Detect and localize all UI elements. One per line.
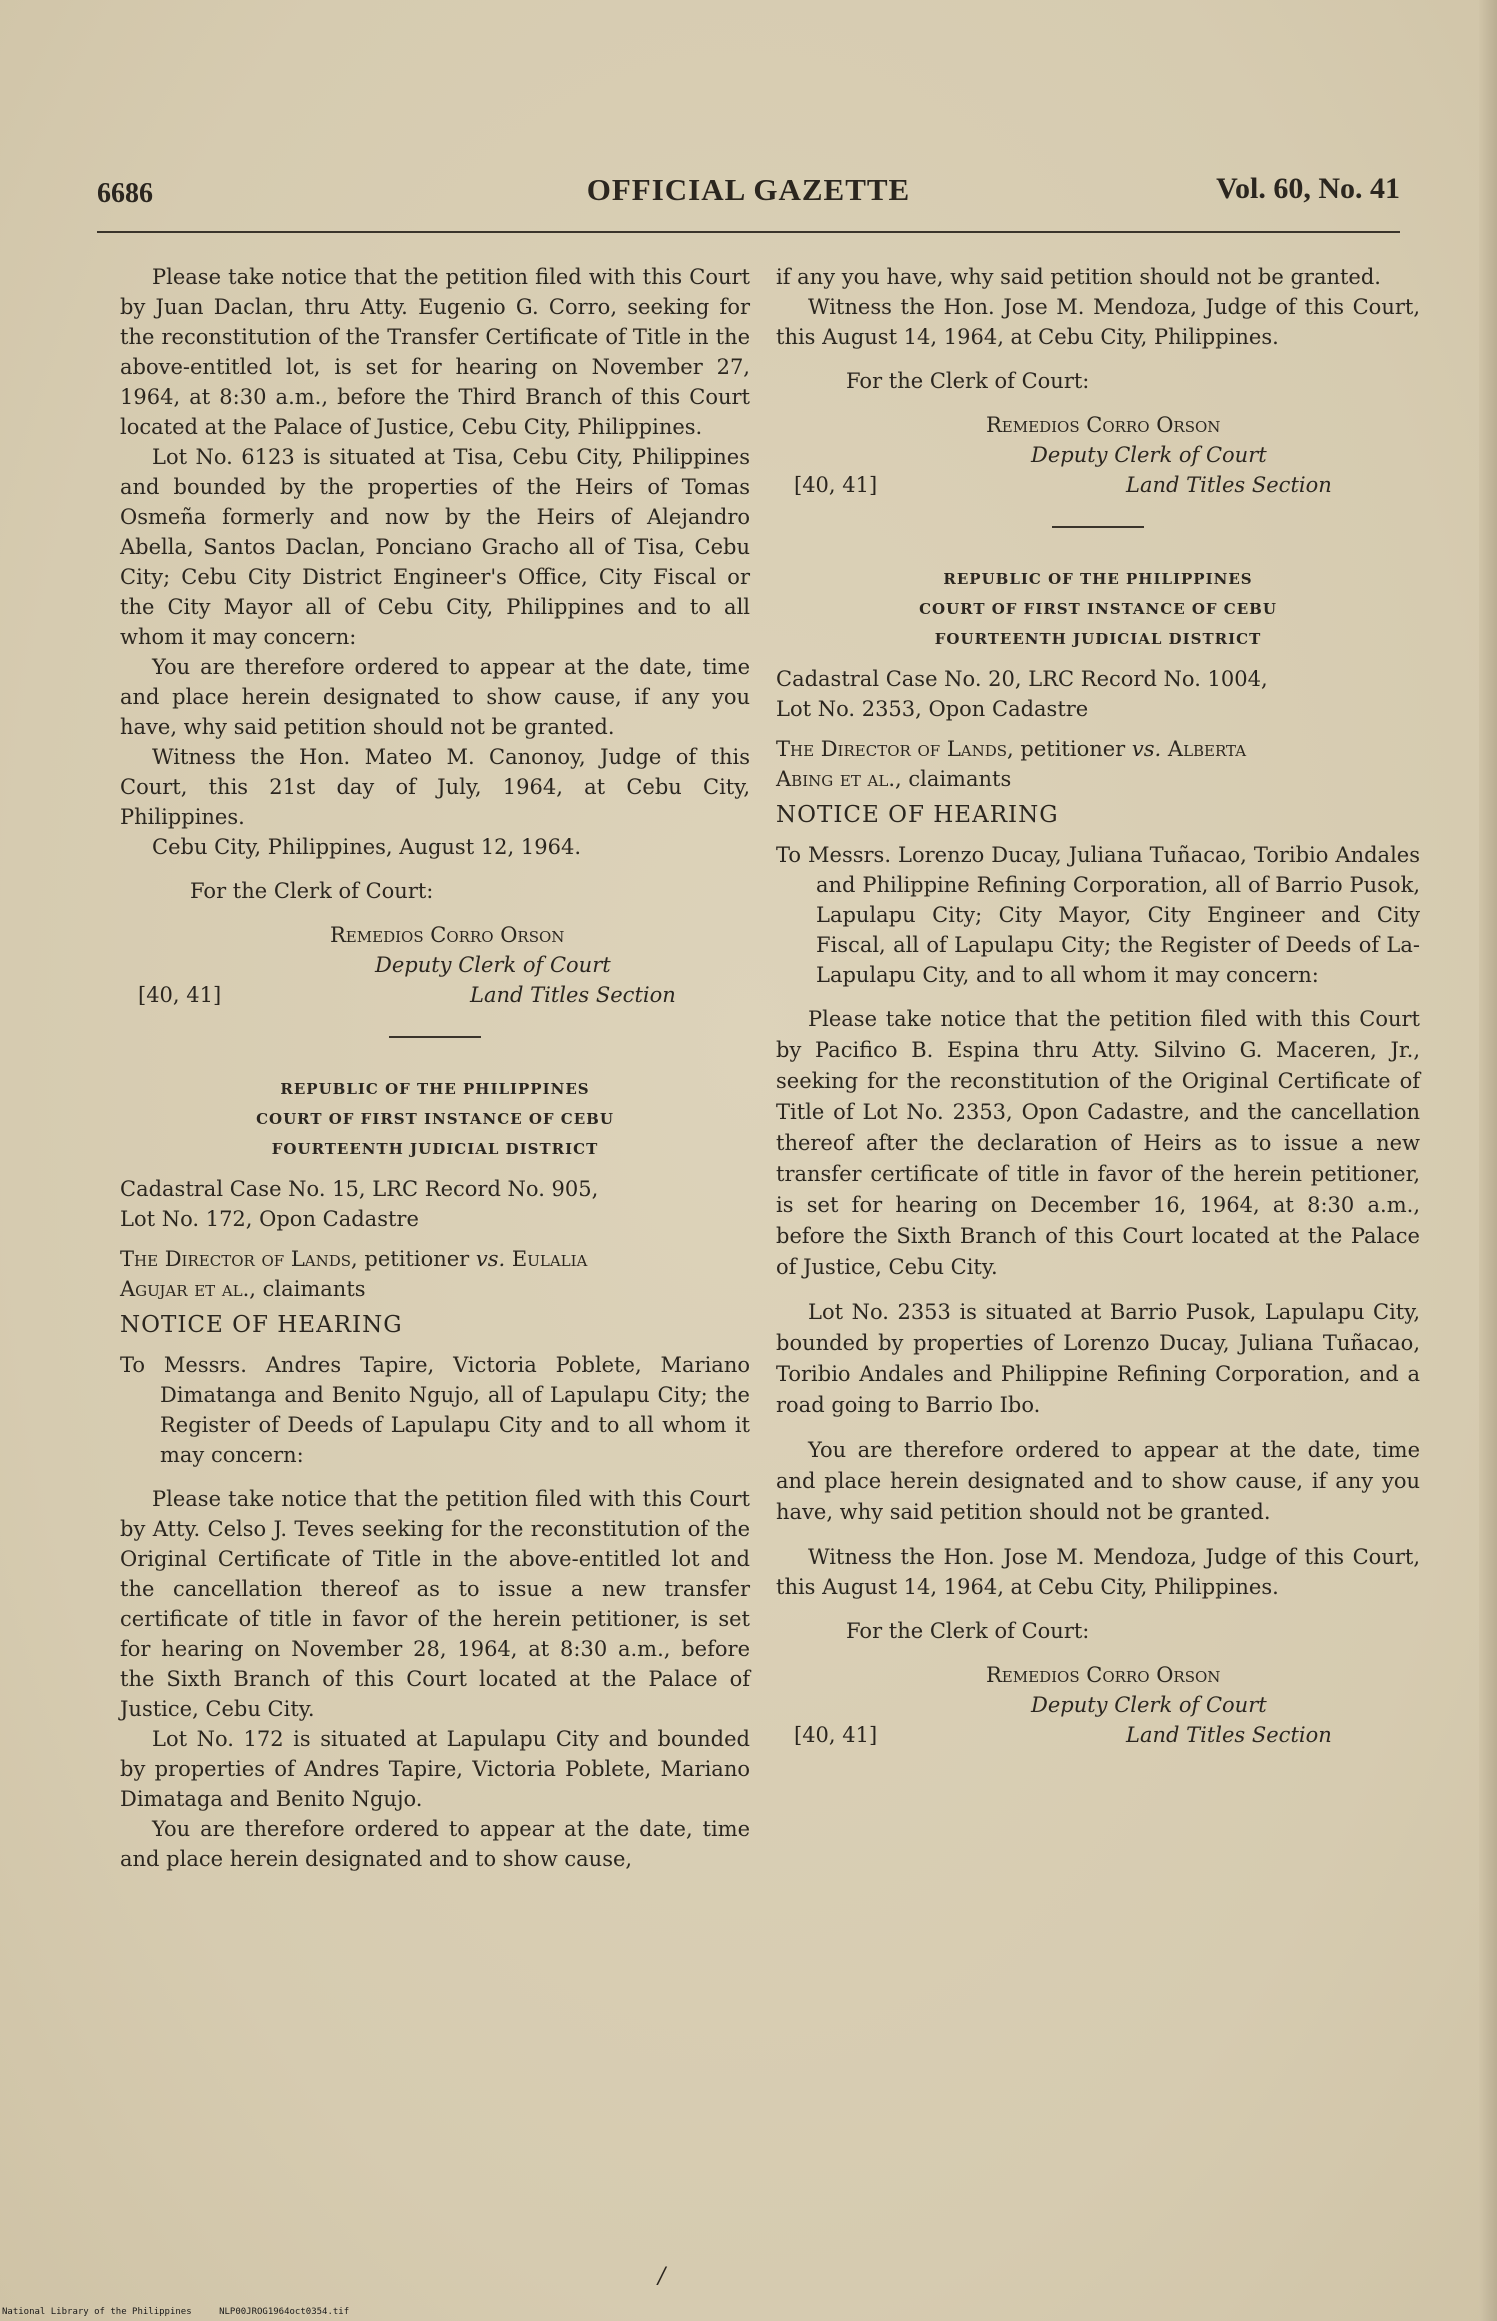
clerk-line: For the Clerk of Court: — [846, 369, 1090, 393]
court-heading-line: REPUBLIC OF THE PHILIPPINES — [280, 1080, 590, 1098]
signatory-role: Deputy Clerk of Court — [375, 953, 611, 977]
page-header — [97, 172, 1400, 222]
paragraph: Lot No. 2353 is situated at Barrio Pusok, Lapulapu City, bounded by properties of Lorenzo Ducay, Juliana Tuñacao, Toribio Andales and Philippine Refining Corporation, and a road going to Barrio Ibo. — [776, 1300, 1420, 1417]
scan-footer — [2, 2307, 371, 2317]
case-number — [776, 664, 1420, 724]
bottom-mark: / — [658, 2264, 666, 2289]
case-line: Lot No. 172, Opon Cadastre — [120, 1207, 419, 1231]
header-rule — [97, 231, 1400, 233]
left-column — [120, 262, 750, 1874]
section-divider — [389, 1036, 481, 1038]
volume-number: Vol. 60, No. 41 — [1216, 172, 1400, 205]
party-respondent: Abing et al., — [776, 767, 902, 791]
paragraph: You are therefore ordered to appear at the date, time and place herein designated and to show cause, — [120, 1817, 750, 1871]
court-heading-line: REPUBLIC OF THE PHILIPPINES — [943, 570, 1253, 588]
court-heading-line: FOURTEENTH JUDICIAL DISTRICT — [271, 1140, 599, 1158]
page-number: 6686 — [97, 178, 153, 209]
addressees: To Messrs. Andres Tapire, Victoria Poblete, Mariano Dimatanga and Benito Ngujo, all of Lapulapu City; the Register of Deeds of Lapulapu City and to all whom it may concern: — [120, 1353, 750, 1467]
paragraph: You are therefore ordered to appear at the date, time and place herein designated to show cause, if any you have, why said petition should not be granted. — [120, 655, 750, 739]
versus: vs. — [1131, 737, 1162, 761]
signatory-name: Remedios Corro Orson — [330, 923, 565, 947]
paragraph: Please take notice that the petition filed with this Court by Juan Daclan, thru Atty. Eugenio G. Corro, seeking for the reconstitution of the Transfer Certificate of Title in the above-entitled lot, is set for hearing on November 27, 1964, at 8:30 a.m., before the Third Branch of this Court located at the Palace of Justice, Cebu City, Philippines. — [120, 265, 750, 439]
case-parties — [120, 1244, 750, 1304]
party-role: petitioner — [1013, 737, 1132, 761]
paragraph: if any you have, why said petition should not be granted. — [776, 265, 1381, 289]
party-role: claimants — [255, 1277, 366, 1301]
case-parties — [776, 734, 1420, 794]
party-respondent: Alberta — [1161, 737, 1247, 761]
party-petitioner: The Director of Lands, — [776, 737, 1014, 761]
case-number — [120, 1174, 750, 1234]
party-role: claimants — [901, 767, 1012, 791]
file-name: NLP00JROG1964oct0354.tif — [219, 2307, 350, 2317]
paragraph: Cebu City, Philippines, August 12, 1964. — [152, 835, 582, 859]
signature-block — [776, 1660, 1420, 1750]
paragraph: Please take notice that the petition filed with this Court by Pacifico B. Espina thru Atty. Silvino G. Maceren, Jr., seeking for the reconstitution of the Original Certificate of Title of Lot No. 2353, Opon Cadastre, and the cancellation thereof after the declaration of Heirs as to issue a new transfer certificate of title in favor of the herein petitioner, is set for hearing on December 16, 1964, at 8:30 a.m., before the Sixth Branch of this Court located at the Palace of Justice, Cebu City. — [776, 1007, 1420, 1279]
case-line: Cadastral Case No. 20, LRC Record No. 1004, — [776, 667, 1268, 691]
court-heading-line: COURT OF FIRST INSTANCE OF CEBU — [919, 600, 1277, 618]
court-heading-line: FOURTEENTH JUDICIAL DISTRICT — [934, 630, 1262, 648]
court-heading — [776, 564, 1420, 654]
clerk-line: For the Clerk of Court: — [190, 879, 434, 903]
paragraph: Lot No. 6123 is situated at Tisa, Cebu City, Philippines and bounded by the properties of the Heirs of Tomas Osmeña formerly and now by the Heirs of Alejandro Abella, Santos Daclan, Ponciano Gracho all of Tisa, Cebu City; Cebu City District Engineer's Office, City Fiscal or the City Mayor all of Cebu City, Philippines and to all whom it may concern: — [120, 445, 750, 649]
paragraph: Please take notice that the petition filed with this Court by Atty. Celso J. Teves seeking for the reconstitution of the Original Certificate of Title in the above-entitled lot and the cancellation thereof as to issue a new transfer certificate of title in favor of the herein petitioner, is set for hearing on November 28, 1964, at 8:30 a.m., before the Sixth Branch of this Court located at the Palace of Justice, Cebu City. — [120, 1487, 750, 1721]
issue-reference: [40, 41] — [138, 983, 222, 1007]
paragraph: Lot No. 172 is situated at Lapulapu City and bounded by properties of Andres Tapire, Victoria Poblete, Mariano Dimataga and Benito Ngujo. — [120, 1727, 750, 1811]
signature-block — [120, 920, 750, 1010]
paragraph: Witness the Hon. Jose M. Mendoza, Judge of this Court, this August 14, 1964, at Cebu City, Philippines. — [776, 1545, 1420, 1599]
signature-block — [776, 410, 1420, 500]
party-petitioner: The Director of Lands, — [120, 1247, 358, 1271]
signatory-name: Remedios Corro Orson — [986, 1663, 1221, 1687]
addressees: To Messrs. Lorenzo Ducay, Juliana Tuñacao, Toribio Andales and Philippine Refining Corporation, all of Barrio Pusok, Lapulapu City; City Mayor, City Engineer and City Fiscal, all of Lapulapu City; the Register of Deeds of La-Lapulapu City, and to all whom it may concern: — [776, 843, 1420, 987]
party-respondent: Eulalia — [505, 1247, 588, 1271]
notice-title: NOTICE OF HEARING — [120, 1312, 403, 1338]
paragraph: Witness the Hon. Mateo M. Canonoy, Judge of this Court, this 21st day of July, 1964, at Cebu City, Philippines. — [120, 745, 750, 829]
publication-title: OFFICIAL GAZETTE — [586, 172, 911, 207]
paragraph: Witness the Hon. Jose M. Mendoza, Judge of this Court, this August 14, 1964, at Cebu City, Philippines. — [776, 295, 1420, 349]
notice-title: NOTICE OF HEARING — [776, 802, 1059, 828]
signatory-section: Land Titles Section — [1126, 1723, 1332, 1747]
issue-reference: [40, 41] — [794, 1723, 878, 1747]
right-column — [776, 262, 1420, 1750]
clerk-line: For the Clerk of Court: — [846, 1619, 1090, 1643]
case-line: Cadastral Case No. 15, LRC Record No. 905, — [120, 1177, 599, 1201]
page-edge-shadow — [1479, 0, 1497, 2321]
signatory-role: Deputy Clerk of Court — [1031, 443, 1267, 467]
case-line: Lot No. 2353, Opon Cadastre — [776, 697, 1089, 721]
signatory-role: Deputy Clerk of Court — [1031, 1693, 1267, 1717]
party-role: petitioner — [357, 1247, 476, 1271]
library-name: National Library of the Philippines — [2, 2307, 192, 2317]
court-heading — [120, 1074, 750, 1164]
issue-reference: [40, 41] — [794, 473, 878, 497]
party-respondent: Agujar et al., — [120, 1277, 256, 1301]
versus: vs. — [475, 1247, 506, 1271]
section-divider — [1052, 526, 1144, 528]
signatory-section: Land Titles Section — [1126, 473, 1332, 497]
signatory-section: Land Titles Section — [470, 983, 676, 1007]
signatory-name: Remedios Corro Orson — [986, 413, 1221, 437]
court-heading-line: COURT OF FIRST INSTANCE OF CEBU — [256, 1110, 614, 1128]
paragraph: You are therefore ordered to appear at the date, time and place herein designated and to show cause, if any you have, why said petition should not be granted. — [776, 1438, 1420, 1524]
